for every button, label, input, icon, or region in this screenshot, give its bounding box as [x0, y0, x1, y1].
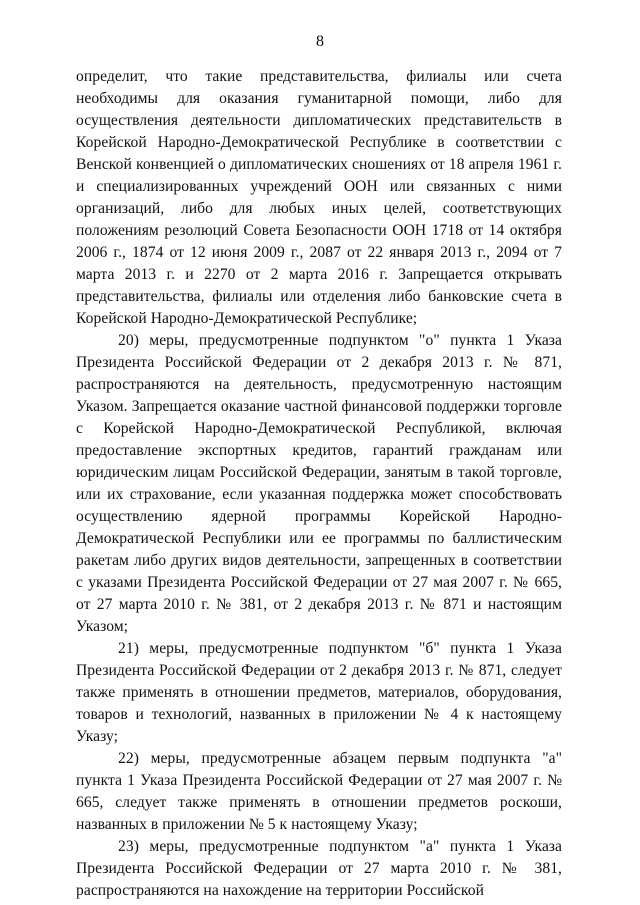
- paragraph-item-22: 22) меры, предусмотренные абзацем первым подпункта "а" пункта 1 Указа Президента Российской Федерации от 27 мая 2007 г. № 665, следует также применять в отношении предметов роскоши, названных в приложении № 5 к настоящему Указу;: [76, 750, 562, 833]
- document-body: [76, 66, 562, 902]
- paragraph-item-20: 20) меры, предусмотренные подпунктом "о" пункта 1 Указа Президента Российской Федерации от 2 декабря 2013 г. № 871, распространяются на деятельность, предусмотренную настоящим Указом. Запрещается оказание частной финансовой поддержки торговле с Корейской Народно-Демократической Республикой, включая предоставление экспортных кредитов, гарантий гражданам или юридическим лицам Российской Федерации, занятым в такой торговле, или их страхование, если указанная поддержка может способствовать осуществлению ядерной программы Корейской Народно-Демократической Республики или ее программы по баллистическим ракетам либо других видов деятельности, запрещенных в соответствии с указами Президента Российской Федерации от 27 мая 2007 г. № 665, от 27 марта 2010 г. № 381, от 2 декабря 2013 г. № 871 и настоящим Указом;: [76, 332, 562, 635]
- paragraph-continuation: определит, что такие представительства, филиалы или счета необходимы для оказания гуманитарной помощи, либо для осуществления деятельности дипломатических представительств в Корейской Народно-Демократической Республике в соответствии с Венской конвенцией о дипломатических сношениях от 18 апреля 1961 г. и специализированных учреждений ООН или связанных с ними организаций, либо для любых иных целей, соответствующих положениям резолюций Совета Безопасности ООН 1718 от 14 октября 2006 г., 1874 от 12 июня 2009 г., 2087 от 22 января 2013 г., 2094 от 7 марта 2013 г. и 2270 от 2 марта 2016 г. Запрещается открывать представительства, филиалы или отделения либо банковские счета в Корейской Народно-Демократической Республике;: [76, 68, 562, 327]
- page-number: 8: [316, 33, 324, 50]
- paragraph-item-21: 21) меры, предусмотренные подпунктом "б" пункта 1 Указа Президента Российской Федерации от 2 декабря 2013 г. № 871, следует также применять в отношении предметов, материалов, оборудования, товаров и технологий, названных в приложении № 4 к настоящему Указу;: [76, 640, 562, 745]
- paragraph-item-23: 23) меры, предусмотренные подпунктом "а" пункта 1 Указа Президента Российской Федерации от 27 марта 2010 г. № 381, распространяются на нахождение на территории Российской: [76, 838, 562, 899]
